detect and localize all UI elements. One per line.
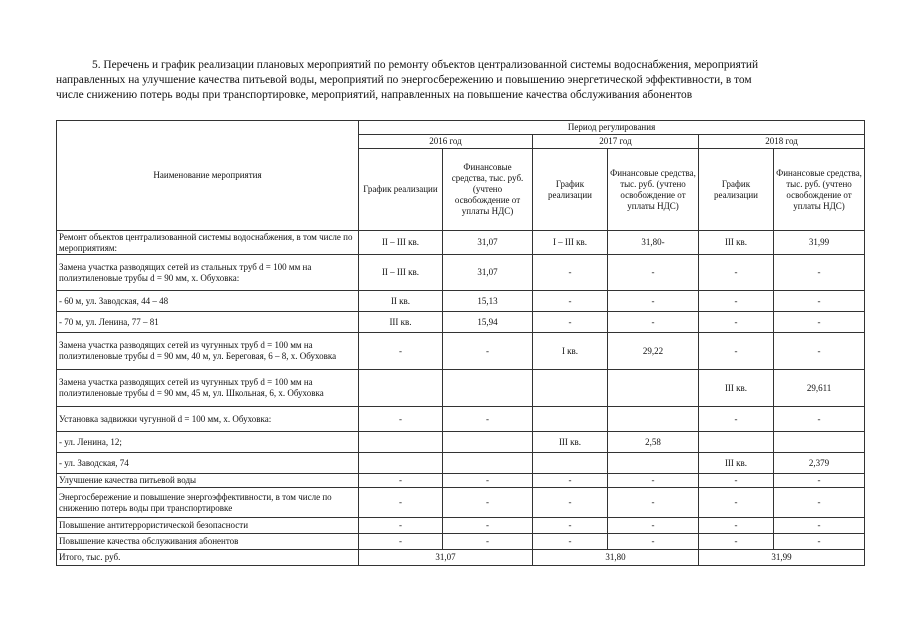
row-schedule-2016 [359,370,443,407]
row-finance-2018: - [774,333,865,370]
row-finance-2017: 31,80- [608,231,699,255]
table-row [57,333,865,370]
header-finance-2016: Финансовые средства, тыс. руб. (учтено освобождение от уплаты НДС) [443,149,533,231]
heading-line-1: 5. Перечень и график реализации плановых мероприятий по ремонту объектов централизованной системы водоснабжения, мероприятий [92,59,759,71]
document-heading [56,58,864,103]
row-finance-2017: - [608,518,699,534]
row-schedule-2018: - [699,255,774,291]
row-schedule-2017 [533,370,608,407]
table-row [57,312,865,333]
row-finance-2017 [608,407,699,432]
row-schedule-2018: III кв. [699,370,774,407]
header-schedule-2016: График реализации [359,149,443,231]
row-schedule-2016: - [359,518,443,534]
row-schedule-2018: III кв. [699,231,774,255]
row-finance-2016 [443,432,533,453]
row-finance-2018: - [774,474,865,488]
row-schedule-2016: - [359,407,443,432]
row-name: Повышение качества обслуживания абонентов [57,534,359,550]
table-row [57,407,865,432]
heading-line-2: направленных на улучшение качества питьевой воды, мероприятий по энергосбережению и повышению энергетической эффективности, в том [56,74,752,86]
row-schedule-2016: II – III кв. [359,255,443,291]
row-schedule-2018: - [699,518,774,534]
row-name: Замена участка разводящих сетей из чугунных труб d = 100 мм на полиэтиленовые трубы d = 90 мм, 40 м, ул. Береговая, 6 – 8, х. Обуховка [57,333,359,370]
row-finance-2018: - [774,407,865,432]
row-name: Повышение антитеррористической безопасности [57,518,359,534]
row-schedule-2017: - [533,255,608,291]
plan-table [56,120,865,566]
header-year-2018: 2018 год [699,135,865,149]
row-finance-2016: - [443,407,533,432]
table-row [57,370,865,407]
row-finance-2016: 15,94 [443,312,533,333]
row-finance-2016: 15,13 [443,291,533,312]
header-period: Период регулирования [359,121,865,135]
row-name: - 70 м, ул. Ленина, 77 – 81 [57,312,359,333]
row-finance-2016: - [443,488,533,518]
row-schedule-2016: II – III кв. [359,231,443,255]
header-schedule-2018: График реализации [699,149,774,231]
row-schedule-2018: - [699,407,774,432]
row-finance-2018: 2,379 [774,453,865,474]
row-finance-2016 [443,453,533,474]
row-finance-2017: - [608,474,699,488]
row-schedule-2018: - [699,333,774,370]
table-row [57,453,865,474]
header-finance-2017: Финансовые средства, тыс. руб. (учтено освобождение от уплаты НДС) [608,149,699,231]
row-name: Улучшение качества питьевой воды [57,474,359,488]
row-finance-2018: - [774,312,865,333]
total-2016: 31,07 [359,550,533,566]
row-schedule-2018: - [699,312,774,333]
row-name: - ул. Ленина, 12; [57,432,359,453]
row-finance-2016 [443,370,533,407]
row-finance-2017: - [608,312,699,333]
row-schedule-2016: - [359,333,443,370]
row-schedule-2018: - [699,474,774,488]
row-name: - ул. Заводская, 74 [57,453,359,474]
row-schedule-2016: III кв. [359,312,443,333]
row-name: Энергосбережение и повышение энергоэффективности, в том числе по снижению потерь воды при транспортировке [57,488,359,518]
row-name: Замена участка разводящих сетей из стальных труб d = 100 мм на полиэтиленовые трубы d = 90 мм, х. Обуховка: [57,255,359,291]
row-finance-2017: - [608,488,699,518]
row-finance-2018: - [774,255,865,291]
row-finance-2016: 31,07 [443,231,533,255]
row-name: - 60 м, ул. Заводская, 44 – 48 [57,291,359,312]
row-schedule-2017: III кв. [533,432,608,453]
row-schedule-2018: III кв. [699,453,774,474]
row-name: Установка задвижки чугунной d = 100 мм, х. Обуховка: [57,407,359,432]
row-name: Ремонт объектов централизованной системы водоснабжения, в том числе по мероприятиям: [57,231,359,255]
total-row [57,550,865,566]
row-finance-2016: - [443,518,533,534]
row-schedule-2017: - [533,312,608,333]
row-schedule-2018: - [699,291,774,312]
row-finance-2017: - [608,255,699,291]
table-row [57,255,865,291]
row-finance-2018: - [774,291,865,312]
header-schedule-2017: График реализации [533,149,608,231]
row-finance-2018: 31,99 [774,231,865,255]
table-row [57,474,865,488]
table-row [57,432,865,453]
row-finance-2018: - [774,534,865,550]
row-schedule-2017: - [533,474,608,488]
row-finance-2017: 29,22 [608,333,699,370]
row-finance-2017: - [608,534,699,550]
row-finance-2018 [774,432,865,453]
row-schedule-2017 [533,407,608,432]
table-row [57,488,865,518]
row-schedule-2017: - [533,291,608,312]
table-row [57,518,865,534]
row-finance-2016: - [443,474,533,488]
row-name: Замена участка разводящих сетей из чугунных труб d = 100 мм на полиэтиленовые трубы d = 90 мм, 45 м, ул. Школьная, 6, х. Обуховка [57,370,359,407]
header-year-2017: 2017 год [533,135,699,149]
row-schedule-2017: - [533,534,608,550]
row-finance-2018: - [774,518,865,534]
row-finance-2017: - [608,291,699,312]
total-2018: 31,99 [699,550,865,566]
row-schedule-2017: I кв. [533,333,608,370]
total-2017: 31,80 [533,550,699,566]
row-schedule-2018: - [699,488,774,518]
row-schedule-2017: - [533,488,608,518]
row-finance-2016: - [443,534,533,550]
row-schedule-2017: I – III кв. [533,231,608,255]
table-row [57,231,865,255]
row-finance-2016: - [443,333,533,370]
row-finance-2016: 31,07 [443,255,533,291]
row-finance-2017 [608,370,699,407]
table-row [57,291,865,312]
row-schedule-2016: - [359,534,443,550]
total-label: Итого, тыс. руб. [57,550,359,566]
row-finance-2018: 29,611 [774,370,865,407]
row-finance-2018: - [774,488,865,518]
row-schedule-2016 [359,453,443,474]
row-schedule-2016: - [359,488,443,518]
table-row [57,534,865,550]
row-finance-2017: 2,58 [608,432,699,453]
header-year-2016: 2016 год [359,135,533,149]
row-finance-2017 [608,453,699,474]
row-schedule-2017 [533,453,608,474]
row-schedule-2016 [359,432,443,453]
row-schedule-2018: - [699,534,774,550]
header-finance-2018: Финансовые средства, тыс. руб. (учтено освобождение от уплаты НДС) [774,149,865,231]
row-schedule-2016: - [359,474,443,488]
row-schedule-2018 [699,432,774,453]
row-schedule-2017: - [533,518,608,534]
row-schedule-2016: II кв. [359,291,443,312]
heading-line-3: числе снижению потерь воды при транспортировке, мероприятий, направленных на повышение качества обслуживания абонентов [56,89,693,101]
header-measure-name: Наименование мероприятия [57,121,359,231]
